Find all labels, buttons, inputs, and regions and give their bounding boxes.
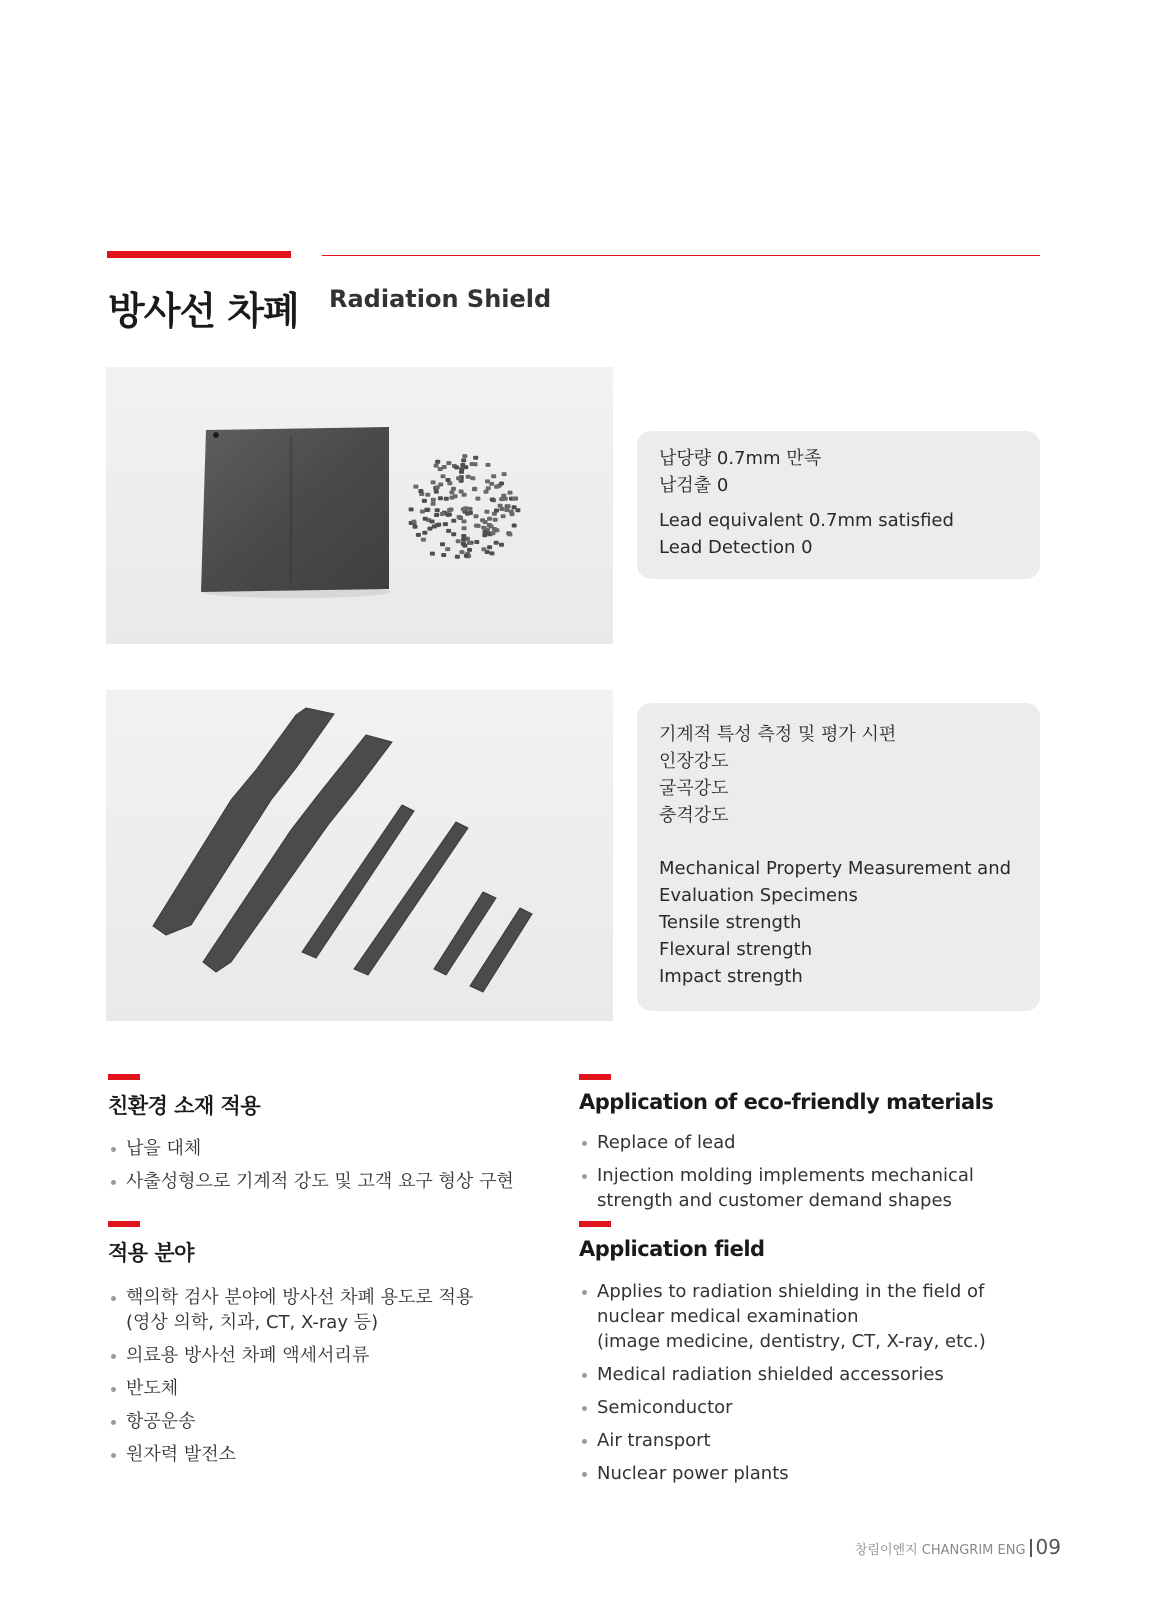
title-accent-bar: [107, 251, 291, 258]
pellet: [447, 513, 452, 517]
section-title: Application of eco-friendly materials: [579, 1090, 994, 1114]
photo-plate-pellets: [106, 367, 613, 644]
pellet: [465, 512, 470, 516]
info-box-specimens: [637, 703, 1040, 1011]
pellet: [462, 519, 467, 523]
pellet: [450, 496, 455, 500]
pellet: [431, 498, 436, 502]
pellet: [444, 497, 449, 501]
section-title: Application field: [579, 1237, 765, 1261]
plate-pellets-image: [106, 367, 613, 644]
pellet: [494, 509, 499, 513]
pellet: [515, 508, 520, 512]
list-item: 원자력 발전소: [108, 1442, 548, 1467]
info-en-line: Lead Detection 0: [659, 537, 813, 558]
info-en-line: Flexural strength: [659, 939, 813, 960]
section-title: 친환경 소재 적용: [108, 1094, 261, 1118]
pellet: [484, 490, 489, 494]
pellet: [435, 460, 440, 464]
pellet: [461, 538, 466, 542]
section-accent-bar: [579, 1074, 611, 1080]
list-item-note: (image medicine, dentistry, CT, X-ray, etc.): [597, 1331, 986, 1352]
list-item: Injection molding implements mechanical strength and customer demand shapes: [579, 1163, 1049, 1213]
pellet: [409, 507, 414, 511]
info-ko-line: 납검출 0: [659, 475, 729, 496]
pellet: [506, 504, 511, 508]
pellet: [441, 474, 446, 478]
pellet: [499, 507, 504, 511]
info-box-lead: [637, 431, 1040, 579]
list-item-text: Applies to radiation shielding in the field of nuclear medical examination: [597, 1281, 985, 1327]
list-item: 사출성형으로 기계적 강도 및 고객 요구 형상 구현: [108, 1169, 548, 1194]
section-eco-ko: [108, 1074, 548, 1202]
pellet: [483, 530, 488, 534]
pellet: [440, 542, 445, 546]
pellet: [475, 497, 480, 501]
pellet: [487, 517, 492, 521]
pellet: [434, 513, 439, 517]
info-ko-line: 기계적 특성 측정 및 평가 시편: [659, 724, 897, 745]
section-title: 적용 분야: [108, 1241, 194, 1265]
photo-specimens: [106, 690, 613, 1021]
list-item: [579, 1279, 1049, 1354]
pellet: [486, 486, 491, 490]
lead-free-plate: [201, 427, 389, 592]
pellet: [443, 522, 448, 526]
list-item: Replace of lead: [579, 1130, 1049, 1155]
section-accent-bar: [579, 1221, 611, 1227]
pellet: [428, 527, 433, 531]
pellet: [447, 508, 452, 512]
pellet: [451, 532, 456, 536]
pellet: [499, 543, 504, 547]
pellet: [491, 474, 496, 478]
pellet: [434, 490, 439, 494]
pellet: [474, 524, 479, 528]
pellet: [430, 552, 435, 556]
pellet: [434, 464, 439, 468]
page-title: 방사선 차폐: [108, 289, 299, 333]
pellet: [454, 465, 459, 469]
pellet: [474, 540, 479, 544]
pellet: [484, 510, 489, 514]
pellet: [422, 531, 427, 535]
pellet: [493, 518, 498, 522]
pellet: [502, 472, 507, 476]
pellet: [483, 520, 488, 524]
pellet: [413, 485, 418, 489]
page-subtitle: Radiation Shield: [329, 285, 552, 313]
pellets: [409, 454, 521, 559]
info-ko-line: 굴곡강도: [659, 778, 729, 799]
info-en-line: Evaluation Specimens: [659, 885, 858, 906]
pellet: [464, 554, 469, 558]
list-item: Air transport: [579, 1428, 1049, 1453]
pellet: [438, 496, 443, 500]
pellet: [438, 467, 443, 471]
pellet: [462, 526, 467, 530]
list-item: 의료용 방사선 차폐 액세서리류: [108, 1343, 548, 1368]
pellet: [470, 476, 475, 480]
pellet: [494, 541, 499, 545]
pellet: [512, 497, 517, 501]
pellet: [508, 491, 513, 495]
pellet: [435, 508, 440, 512]
pellet: [487, 545, 492, 549]
pellet: [467, 541, 472, 545]
pellet: [461, 458, 466, 462]
pellet: [456, 476, 461, 480]
pellet: [431, 502, 436, 506]
section-accent-bar: [108, 1074, 140, 1080]
pellet: [481, 547, 486, 551]
pellet: [470, 462, 475, 466]
info-en-line: Lead equivalent 0.7mm satisfied: [659, 510, 954, 531]
pellet: [462, 493, 467, 497]
pellet: [490, 551, 495, 555]
section-eco-en: [579, 1074, 1049, 1221]
pellet: [460, 550, 465, 554]
pellet: [422, 499, 427, 503]
pellet: [466, 475, 471, 479]
footer-company: 창림이엔지 CHANGRIM ENG: [854, 1543, 1026, 1558]
pellet: [446, 529, 451, 533]
list-item: 납을 대체: [108, 1136, 548, 1161]
pellet: [446, 461, 451, 465]
pellet: [485, 479, 490, 483]
pellet: [455, 555, 460, 559]
pellet: [430, 520, 435, 524]
footer-separator: [1030, 1539, 1032, 1557]
list-item: Nuclear power plants: [579, 1461, 1049, 1486]
pellet: [467, 548, 472, 552]
info-en-line: Tensile strength: [659, 912, 802, 933]
info-en-line: Mechanical Property Measurement and: [659, 858, 1012, 879]
list-item: 반도체: [108, 1376, 548, 1401]
pellet: [507, 532, 512, 536]
info-ko-line: 충격강도: [659, 805, 729, 826]
pellet: [468, 507, 473, 511]
info-ko-line: 인장강도: [659, 751, 729, 772]
pellet: [510, 512, 515, 516]
specimens-image: [106, 690, 613, 1021]
pellet: [463, 465, 468, 469]
pellet: [512, 524, 517, 528]
pellet: [504, 508, 509, 512]
pellet: [418, 489, 423, 493]
pellet: [445, 547, 450, 551]
page-number: 09: [1035, 1535, 1061, 1559]
pellet: [446, 478, 451, 482]
pellet: [474, 514, 479, 518]
pellet: [472, 487, 477, 491]
list-item: [108, 1285, 548, 1335]
pellet: [449, 490, 454, 494]
list-item: Semiconductor: [579, 1395, 1049, 1420]
pellet: [413, 525, 418, 529]
list-item: 항공운송: [108, 1409, 548, 1434]
pellet: [440, 512, 445, 516]
pellet: [461, 534, 466, 538]
pellet: [411, 520, 416, 524]
page-footer: [855, 1535, 1061, 1559]
pellet: [473, 456, 478, 460]
pellet: [423, 517, 428, 521]
list-item: Medical radiation shielded accessories: [579, 1362, 1049, 1387]
pellet: [431, 480, 436, 484]
info-en-line: Impact strength: [659, 966, 803, 987]
pellet: [501, 494, 506, 498]
pellet: [463, 506, 468, 510]
list-item-text: 핵의학 검사 분야에 방사선 차폐 용도로 적용: [126, 1287, 474, 1308]
pellet: [424, 508, 429, 512]
section-accent-bar: [108, 1221, 140, 1227]
pellet: [490, 498, 495, 502]
pellet: [451, 487, 456, 491]
pellet: [499, 482, 504, 486]
pellet: [432, 525, 437, 529]
pellet: [456, 539, 461, 543]
pellet: [438, 483, 443, 487]
pellet: [462, 454, 467, 458]
pellet: [501, 514, 506, 518]
pellet: [481, 526, 486, 530]
section-field-en: [579, 1221, 1049, 1494]
pellet: [461, 542, 466, 546]
pellet: [421, 538, 426, 542]
pellet: [420, 510, 425, 514]
pellet: [416, 533, 421, 537]
pellet: [493, 528, 498, 532]
pellet: [451, 519, 456, 523]
pellet: [457, 515, 462, 519]
info-ko-line: 납당량 0.7mm 만족: [659, 448, 822, 469]
pellet: [441, 553, 446, 557]
header-rule: [322, 255, 1040, 256]
section-field-ko: [108, 1221, 548, 1475]
pellet: [486, 463, 491, 467]
list-item-note: (영상 의학, 치과, CT, X-ray 등): [126, 1312, 379, 1333]
pellet: [425, 493, 430, 497]
